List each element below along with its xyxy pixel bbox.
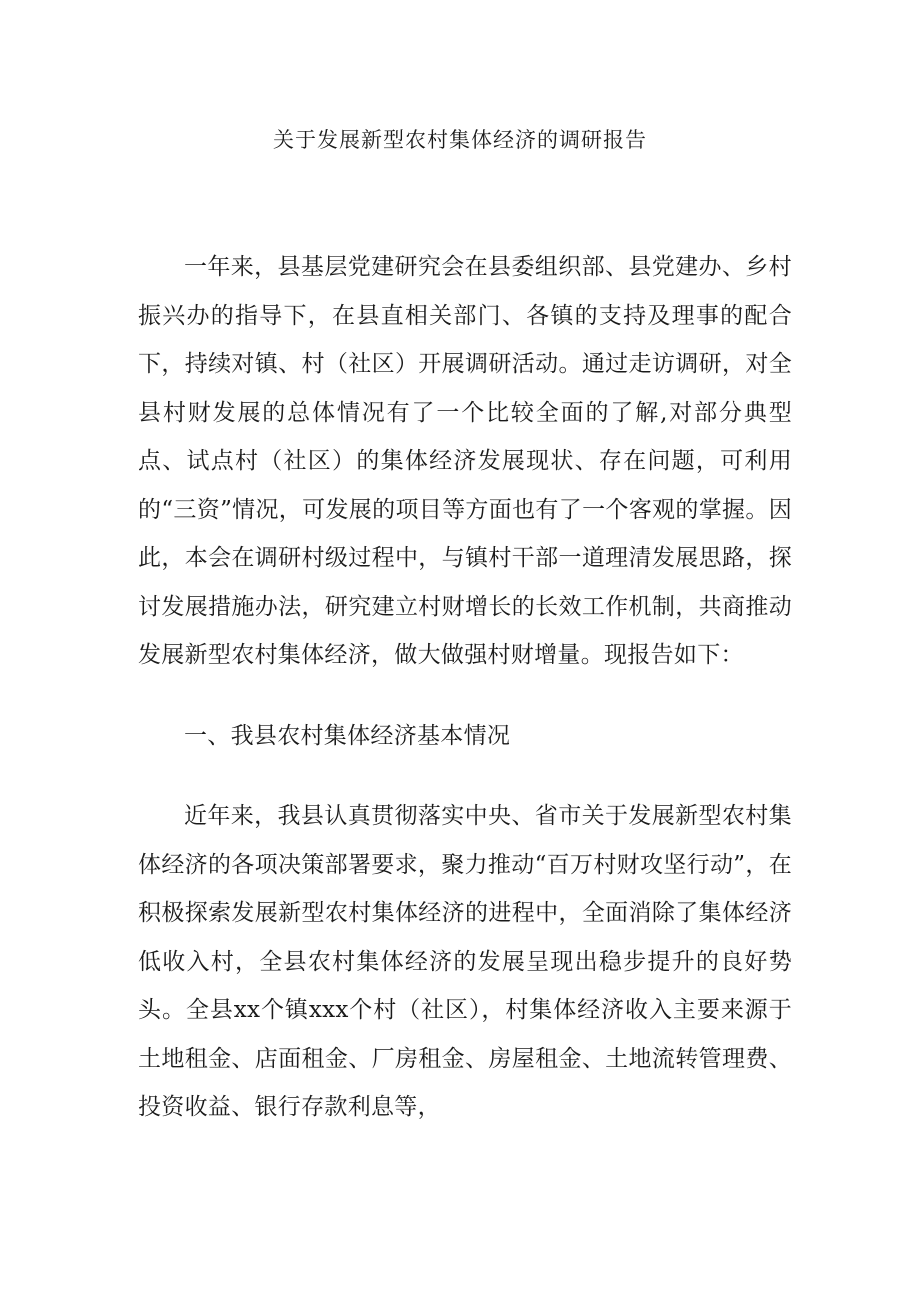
document-title: 关于发展新型农村集体经济的调研报告: [273, 128, 647, 152]
section-1-paragraph: 近年来，我县认真贯彻落实中央、省市关于发展新型农村集体经济的各项决策部署要求，聚力推动“百万村财攻坚行动”，在积极探索发展新型农村集体经济的进程中，全面消除了集体经济低收入村，全县农村集体经济的发展呈现出稳步提升的良好势头。全县xx个镇xxx个村（社区），村集体经济收入主要来源于土地租金、店面租金、厂房租金、房屋租金、土地流转管理费、投资收益、银行存款利息等，: [138, 803, 792, 1120]
intro-paragraph: 一年来，县基层党建研究会在县委组织部、县党建办、乡村振兴办的指导下，在县直相关部门、各镇的支持及理事的配合下，持续对镇、村（社区）开展调研活动。通过走访调研，对全县村财发展的总体情况有了一个比较全面的了解,对部分典型点、试点村（社区）的集体经济发展现状、存在问题，可利用的“三资”情况，可发展的项目等方面也有了一个客观的掌握。因此，本会在调研村级过程中，与镇村干部一道理清发展思路，探讨发展措施办法，研究建立村财增长的长效工作机制，共商推动发展新型农村集体经济，做大做强村财增量。现报告如下：: [138, 254, 792, 668]
section-heading-1: 一、我县农村集体经济基本情况: [184, 723, 511, 749]
